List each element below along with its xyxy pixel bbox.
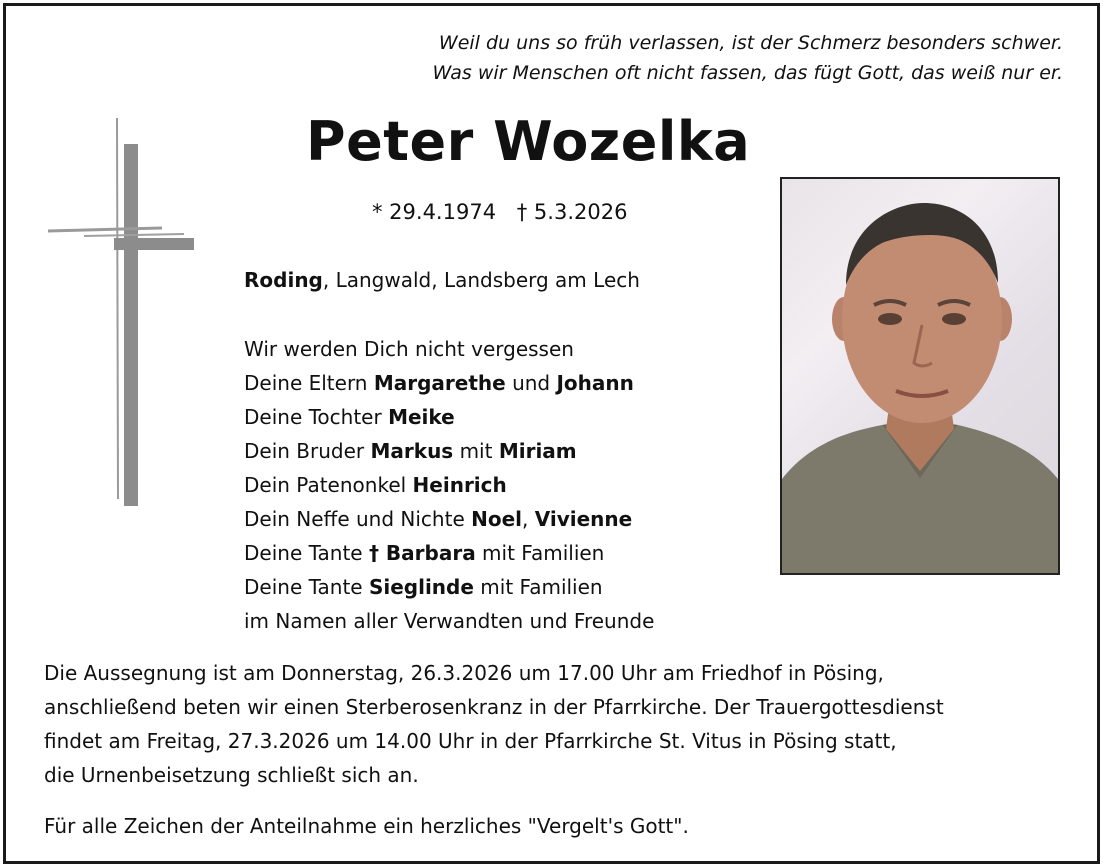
mourner-line: Dein Neffe und Nichte Noel, Vivienne xyxy=(244,507,633,531)
location xyxy=(244,268,640,292)
obituary-card xyxy=(3,3,1100,864)
life-dates xyxy=(372,200,641,224)
mourner-line: Deine Tante † Barbara mit Familien xyxy=(244,541,605,565)
location-primary: Roding xyxy=(244,268,323,292)
mourner-line: Deine Eltern Margarethe und Johann xyxy=(244,371,634,395)
deceased-name: Peter Wozelka xyxy=(306,110,751,173)
service-info xyxy=(44,656,1074,792)
poem-line-2: Was wir Menschen oft nicht fassen, das fügt Gott, das weiß nur er. xyxy=(432,62,1063,84)
mourner-line: Dein Bruder Markus mit Miriam xyxy=(244,439,577,463)
poem-line-1: Weil du uns so früh verlassen, ist der Schmerz besonders schwer. xyxy=(438,32,1063,54)
portrait-photo xyxy=(780,177,1060,575)
service-line-1: Die Aussegnung ist am Donnerstag, 26.3.2026 um 17.00 Uhr am Friedhof in Pösing, xyxy=(44,661,884,685)
location-rest: , Langwald, Landsberg am Lech xyxy=(322,268,640,292)
portrait-illustration xyxy=(782,179,1058,573)
thanks-line: Für alle Zeichen der Anteilnahme ein herzliches "Vergelt's Gott". xyxy=(44,814,689,838)
cross-icon xyxy=(44,114,204,514)
mourners-lead: Wir werden Dich nicht vergessen xyxy=(244,337,574,361)
mourner-line: im Namen aller Verwandten und Freunde xyxy=(244,609,655,633)
service-line-2: anschließend beten wir einen Sterberosenkranz in der Pfarrkirche. Der Trauergottesdienst xyxy=(44,695,944,719)
mourner-line: Dein Patenonkel Heinrich xyxy=(244,473,507,497)
service-line-3: findet am Freitag, 27.3.2026 um 14.00 Uhr in der Pfarrkirche St. Vitus in Pösing statt, xyxy=(44,729,897,753)
mourners-list xyxy=(244,332,654,638)
birth-date: * 29.4.1974 xyxy=(372,200,497,224)
mourner-line: Deine Tante Sieglinde mit Familien xyxy=(244,575,603,599)
poem xyxy=(433,28,1063,88)
death-date: † 5.3.2026 xyxy=(516,200,628,224)
mourner-line: Deine Tochter Meike xyxy=(244,405,455,429)
service-line-4: die Urnenbeisetzung schließt sich an. xyxy=(44,763,419,787)
